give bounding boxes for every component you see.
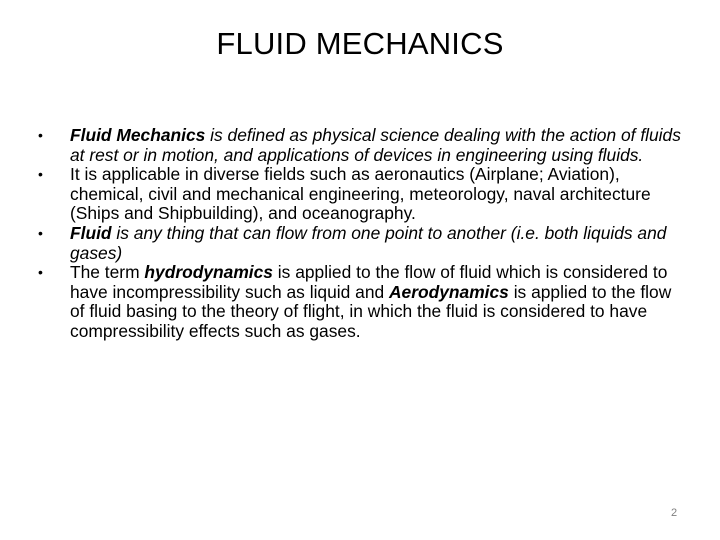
bullet-text: is applied to the flow of fluid which is considered to have incompressibility such as liquid and: [70, 262, 668, 302]
bullet-dot: •: [38, 224, 43, 241]
bullet-text-term: Fluid Mechanics: [70, 125, 206, 145]
bullet-dot: •: [38, 264, 43, 281]
bullet-text: is any thing that can flow from one point to another (i.e. both liquids and gases): [70, 222, 667, 263]
bullet-text: is defined as physical science dealing with the action of fluids at rest or in motion, and applications of devices in engineering using fluids.: [70, 125, 681, 165]
bullet-dot: •: [38, 166, 43, 183]
bullet-text: is applied to the flow of fluid basing to the theory of flight, in which the fluid is considered to have compressibility effects such as gases.: [70, 281, 672, 341]
bullet-item: [38, 126, 688, 165]
page-number: 2: [670, 507, 678, 519]
bullet-item: [38, 224, 688, 263]
bullet-dot: •: [38, 127, 43, 143]
bullet-list: [38, 126, 688, 342]
bullet-text-term: hydrodynamics: [144, 262, 273, 283]
slide-title: FLUID MECHANICS: [216, 26, 504, 61]
bullet-text-term: Fluid: [70, 222, 112, 243]
bullet-text: The term: [70, 262, 145, 283]
bullet-item: [38, 165, 688, 224]
bullet-text: It is applicable in diverse fields such as aeronautics (Airplane; Aviation), chemical, civil and mechanical engineering, meteorology, naval architecture (Ships and Shipbuilding), and oceanography.: [70, 164, 651, 224]
bullet-text-term: Aerodynamics: [389, 281, 509, 302]
bullet-item: [38, 263, 688, 341]
